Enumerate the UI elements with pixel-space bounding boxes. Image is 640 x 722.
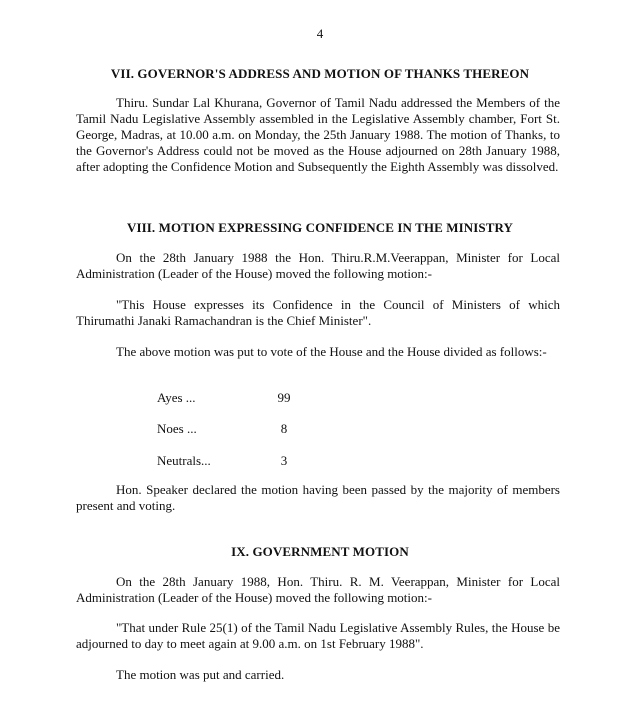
section-7-paragraph: Thiru. Sundar Lal Khurana, Governor of Tamil Nadu addressed the Members of the Tamil Nadu Legislative Assembly assembled in the Legislative Assembly chamber, Fort St. George, Madras, at 10.00 a.m. on Monday, the 25th January 1988. The motion of Thanks, to the Governor's Address could not be moved as the House adjourned on 28th January 1988, after adopting the Confidence Motion and Subsequently the Eighth Assembly was dissolved. [76, 95, 560, 174]
page-number: 4 [316, 26, 324, 41]
section-8-paragraph-4: Hon. Speaker declared the motion having been passed by the majority of members present and voting. [76, 482, 560, 513]
section-8-paragraph-3: The above motion was put to vote of the House and the House divided as follows:- [116, 344, 547, 359]
vote-label-neutrals: Neutrals... [157, 453, 211, 468]
vote-value-neutrals: 3 [280, 453, 288, 468]
section-8-paragraph-2: "This House expresses its Confidence in the Council of Ministers of which Thirumathi Janaki Ramachandran is the Chief Minister". [76, 297, 560, 328]
vote-value-ayes: 99 [277, 390, 291, 405]
section-7-heading: VII. GOVERNOR'S ADDRESS AND MOTION OF THANKS THEREON [110, 66, 530, 81]
vote-label-ayes: Ayes ... [157, 390, 196, 405]
section-9-paragraph-1: On the 28th January 1988, Hon. Thiru. R. M. Veerappan, Minister for Local Administration (Leader of the House) moved the following motion:- [76, 574, 560, 605]
section-8-heading: VIII. MOTION EXPRESSING CONFIDENCE IN THE MINISTRY [126, 220, 514, 235]
section-8-paragraph-1: On the 28th January 1988 the Hon. Thiru.R.M.Veerappan, Minister for Local Administration (Leader of the House) moved the following motion:- [76, 250, 560, 281]
vote-value-noes: 8 [280, 421, 288, 436]
section-9-paragraph-3: The motion was put and carried. [116, 667, 285, 682]
section-9-heading: IX. GOVERNMENT MOTION [231, 544, 409, 559]
section-9-paragraph-2: "That under Rule 25(1) of the Tamil Nadu Legislative Assembly Rules, the House be adjourned to day to meet again at 9.00 a.m. on 1st February 1988". [76, 620, 560, 651]
vote-label-noes: Noes ... [157, 421, 197, 436]
